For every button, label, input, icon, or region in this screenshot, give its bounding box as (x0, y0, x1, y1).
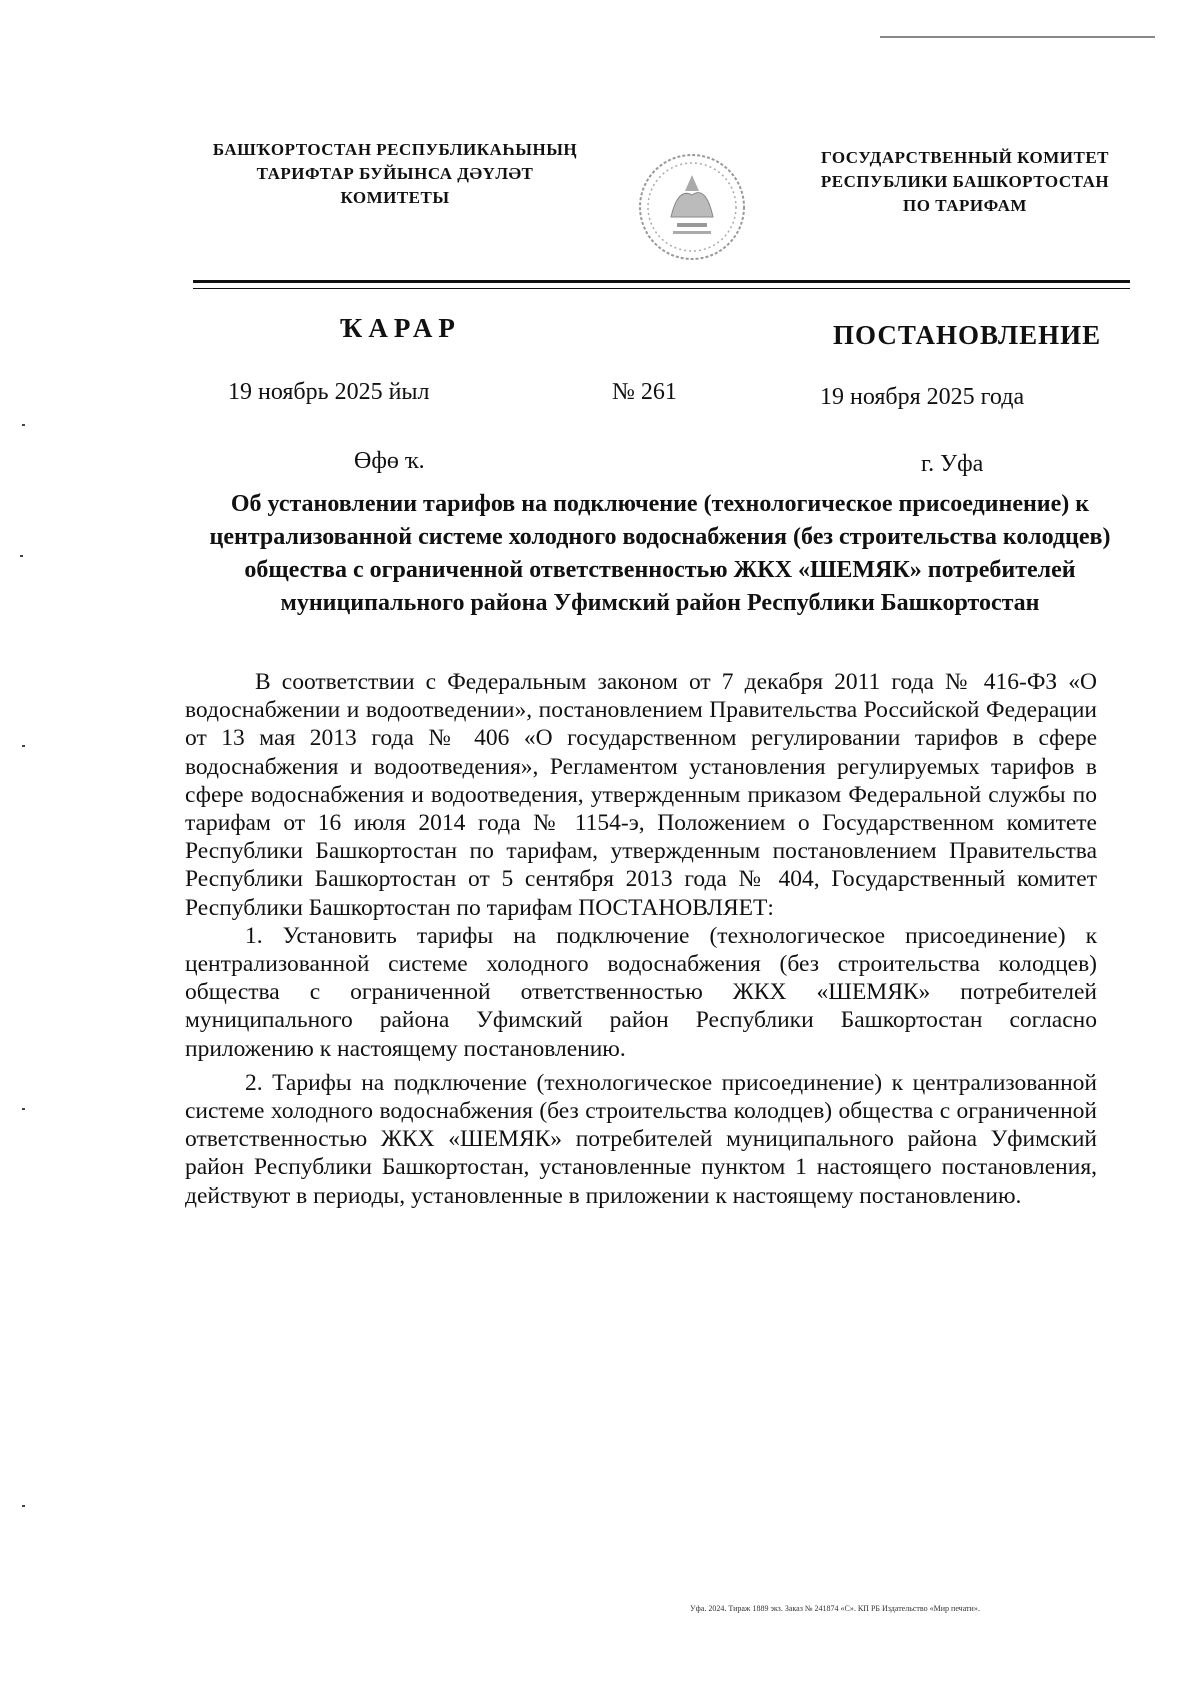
scan-speck (20, 555, 23, 557)
header-left-line-3: КОМИТЕТЫ (340, 188, 450, 207)
header-left-line-1: БАШҠОРТОСТАН РЕСПУБЛИКАҺЫНЫҢ (212, 140, 578, 159)
date-russian: 19 ноября 2025 года (820, 384, 1025, 410)
point-1-paragraph: 1. Установить тарифы на подключение (технологическое присоединение) к централизованной системе холодного водоснабжения (без строительства колодцев) общества с ограниченной ответственностью ЖКХ «ШЕМЯК» потребителей муниципального района Уфимский район Республики Башкортостан согласно приложению к настоящему постановлению. (185, 922, 1097, 1062)
header-left-org (175, 138, 615, 210)
city-bashkir: Өфө ҡ. (354, 448, 425, 474)
scan-edge-mark (880, 36, 1155, 38)
doc-number: № 261 (612, 379, 677, 405)
date-bashkir: 19 ноябрь 2025 йыл (228, 379, 430, 405)
header-right-line-3: ПО ТАРИФАМ (903, 196, 1027, 215)
document-body (185, 668, 1097, 1210)
doc-type-bashkir: ҠАРАР (340, 313, 461, 343)
city-russian: г. Уфа (921, 451, 984, 477)
document-title: Об установлении тарифов на подключение (технологическое присоединение) к централизованной системе холодного водоснабжения (без строительства колодцев) общества с ограниченной ответственностью ЖКХ «ШЕМЯК» потребителей муниципального района Уфимский район Республики Башкортостан (209, 491, 1111, 616)
point-2-paragraph: 2. Тарифы на подключение (технологическое присоединение) к централизованной системе холодного водоснабжения (без строительства колодцев) общества с ограниченной ответственностью ЖКХ «ШЕМЯК» потребителей муниципального района Уфимский район Республики Башкортостан, установленные пунктом 1 настоящего постановления, действуют в периоды, установленные в приложении к настоящему постановлению. (185, 1069, 1097, 1209)
scan-speck (22, 424, 25, 426)
doc-type-russian: ПОСТАНОВЛЕНИЕ (833, 320, 1102, 350)
header-separator-thin (193, 288, 1130, 289)
preamble-paragraph: В соответствии с Федеральным законом от 7 декабря 2011 года № 416-ФЗ «О водоснабжении и водоотведении», постановлением Правительства Российской Федерации от 13 мая 2013 года № 406 «О государственном регулировании тарифов в сфере водоснабжения и водоотведения», Регламентом установления регулируемых тарифов в сфере водоснабжения и водоотведения, утвержденным приказом Федеральной службы по тарифам от 16 июля 2014 года № 1154-э, Положением о Государственном комитете Республики Башкортостан по тарифам, утвержденным постановлением Правительства Республики Башкортостан от 5 сентября 2013 года № 404, Государственный комитет Республики Башкортостан по тарифам ПОСТАНОВЛЯЕТ: (185, 669, 1097, 921)
header-right-line-2: РЕСПУБЛИКИ БАШКОРТОСТАН (820, 172, 1110, 191)
print-imprint-footer: Уфа. 2024. Тираж 1889 экз. Заказ № 241874 «С». КП РБ Издательство «Мир печати». (690, 1604, 980, 1613)
header-separator-thick (193, 280, 1130, 283)
scan-speck (22, 1108, 25, 1110)
scan-speck (22, 745, 25, 747)
header-right-org (790, 146, 1140, 218)
header-right-line-1: ГОСУДАРСТВЕННЫЙ КОМИТЕТ (820, 148, 1109, 167)
coat-of-arms-emblem-icon (633, 145, 751, 270)
header-left-line-2: ТАРИФТАР БУЙЫНСА ДӘҮЛӘТ (256, 164, 534, 183)
scan-speck (22, 1505, 25, 1507)
